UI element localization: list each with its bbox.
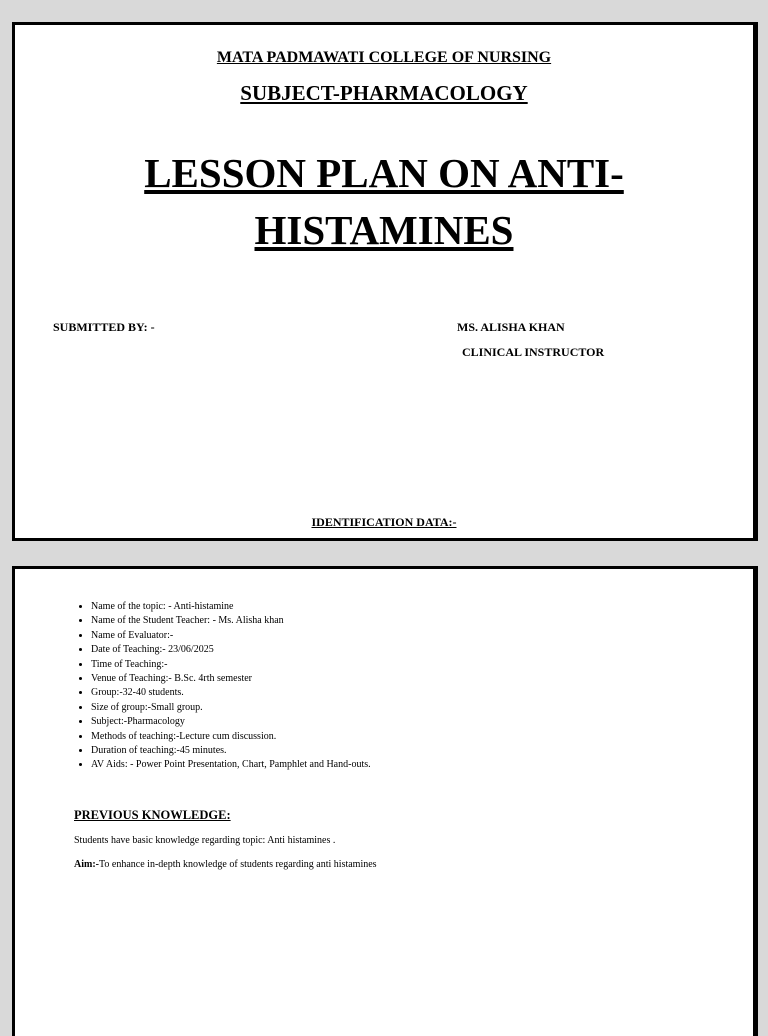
list-item: • Name of Evaluator:- bbox=[91, 629, 371, 643]
submitted-by-label: SUBMITTED BY: - bbox=[53, 320, 155, 334]
list-item: • Size of group:-Small group. bbox=[91, 701, 371, 715]
submitter-name: MS. ALISHA KHAN bbox=[457, 320, 565, 334]
lesson-title-line2: HISTAMINES bbox=[254, 207, 514, 253]
aim-text: To enhance in-depth knowledge of students regarding anti histamines bbox=[99, 859, 377, 870]
list-item: • Venue of Teaching:- B.Sc. 4rth semester bbox=[91, 672, 371, 686]
previous-knowledge-text: Students have basic knowledge regarding topic: Anti histamines . bbox=[74, 835, 336, 846]
subject-heading: SUBJECT-PHARMACOLOGY bbox=[240, 81, 528, 105]
list-item: • Date of Teaching:- 23/06/2025 bbox=[91, 643, 371, 657]
details-page bbox=[12, 566, 756, 1036]
list-item: • Group:-32-40 students. bbox=[91, 686, 371, 700]
identification-list bbox=[57, 600, 371, 773]
list-item: • Methods of teaching:-Lecture cum discussion. bbox=[91, 730, 371, 744]
list-item: • Time of Teaching:- bbox=[91, 658, 371, 672]
list-item: • Subject:-Pharmacology bbox=[91, 715, 371, 729]
previous-knowledge-heading: PREVIOUS KNOWLEDGE: bbox=[74, 808, 231, 822]
list-item: • Duration of teaching:-45 minutes. bbox=[91, 744, 371, 758]
aim-label: Aim:- bbox=[74, 859, 99, 870]
college-name: MATA PADMAWATI COLLEGE OF NURSING bbox=[216, 49, 552, 66]
lesson-title-line1: LESSON PLAN ON ANTI- bbox=[144, 150, 624, 196]
list-item: • Name of the Student Teacher: - Ms. Alisha khan bbox=[91, 614, 371, 628]
submitter-role: CLINICAL INSTRUCTOR bbox=[462, 345, 605, 359]
list-item: • Name of the topic: - Anti-histamine bbox=[91, 600, 371, 614]
identification-heading: IDENTIFICATION DATA:- bbox=[311, 515, 457, 529]
list-item: • AV Aids: - Power Point Presentation, Chart, Pamphlet and Hand-outs. bbox=[91, 758, 371, 772]
cover-page bbox=[12, 22, 756, 541]
lesson-title bbox=[15, 145, 753, 259]
aim-statement bbox=[74, 859, 377, 870]
